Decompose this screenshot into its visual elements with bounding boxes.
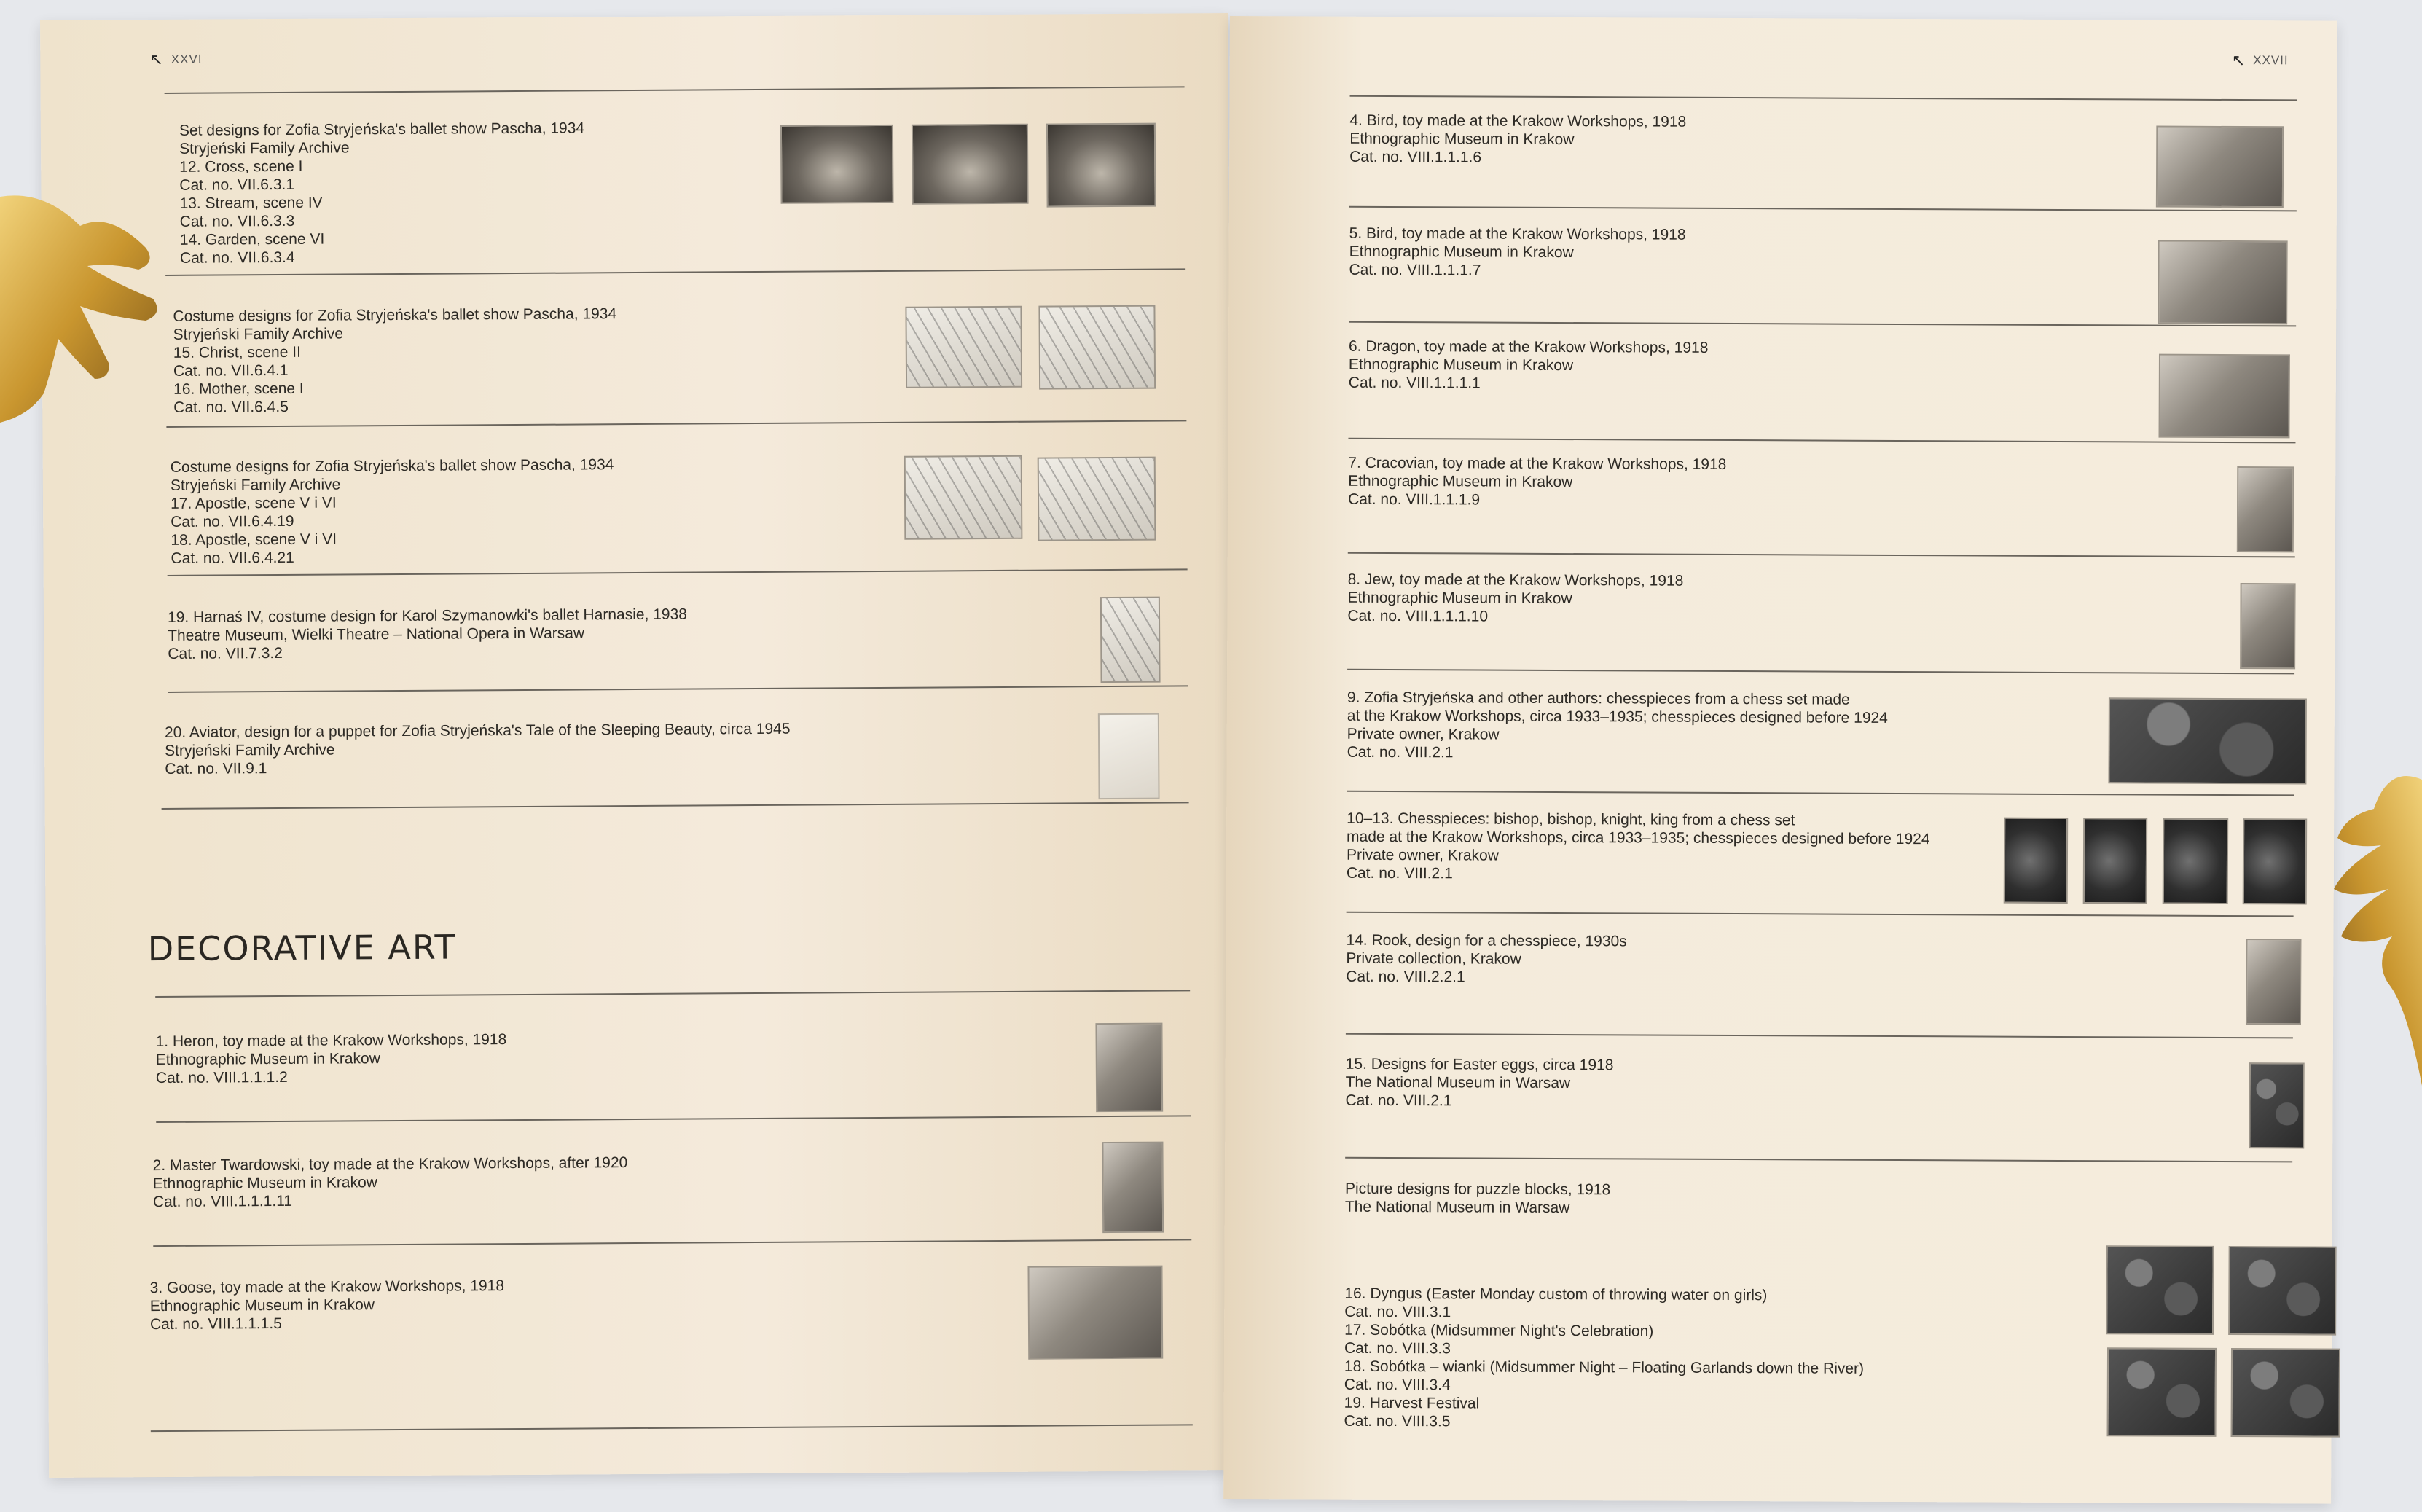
catalog-entry <box>1345 1180 1610 1218</box>
divider <box>168 685 1188 693</box>
catalog-entry <box>165 720 791 778</box>
entry-line: 15. Designs for Easter eggs, circa 1918 <box>1345 1055 1614 1074</box>
left-folio <box>149 50 202 69</box>
entry-line: Cat. no. VII.6.3.3 <box>179 212 295 230</box>
entry-line: Cat. no. VIII.1.1.1.5 <box>149 1315 282 1333</box>
entry-line: Cat. no. VII.6.4.19 <box>171 512 294 530</box>
bird-toy-2-image <box>2158 240 2288 325</box>
catalog-entry <box>1346 931 1627 987</box>
chess-set-image <box>2108 697 2307 784</box>
entry-line: 3. Goose, toy made at the Krakow Workshops, 1918 <box>149 1277 505 1297</box>
entry-line: 4. Bird, toy made at the Krakow Workshops, 1918 <box>1349 111 1687 130</box>
entry-line: Cat. no. VIII.1.1.1.2 <box>155 1068 288 1087</box>
entry-line: Ethnographic Museum in Krakow <box>149 1296 375 1315</box>
catalog-entry <box>168 606 687 663</box>
entry-line: Ethnographic Museum in Krakow <box>1349 130 1575 149</box>
catalog-entry <box>179 119 585 267</box>
entry-line: Ethnographic Museum in Krakow <box>1347 589 1572 608</box>
entry-line: 18. Apostle, scene V i VI <box>171 530 337 549</box>
catalog-entry <box>1349 111 1686 168</box>
catalog-entry <box>1349 224 1685 281</box>
section-title: DECORATIVE ART <box>147 927 457 969</box>
catalog-entry <box>1344 1285 1865 1433</box>
divider <box>1347 791 2294 796</box>
entry-line: Ethnographic Museum in Krakow <box>1349 243 1574 262</box>
harnas-costume-image <box>1100 597 1161 683</box>
costume-mother-image <box>1038 305 1156 390</box>
divider <box>156 1115 1191 1123</box>
entry-line: at the Krakow Workshops, circa 1933–1935; chesspieces designed before 1924 <box>1347 707 1888 726</box>
divider <box>1347 912 2294 917</box>
entry-line: Cat. no. VIII.3.1 <box>1344 1303 1451 1321</box>
entry-line: Cat. no. VII.6.4.1 <box>173 361 289 380</box>
catalog-entry <box>171 455 615 568</box>
right-folio <box>2232 51 2289 70</box>
puzzle-wianki-image <box>2107 1347 2217 1437</box>
entry-line: Stryjeński Family Archive <box>173 325 344 343</box>
entry-line: 16. Mother, scene I <box>173 380 304 398</box>
entry-line: 20. Aviator, design for a puppet for Zofia Stryjeńska's Tale of the Sleeping Beauty, circa 1945 <box>164 720 791 741</box>
entry-line: Private owner, Krakow <box>1346 846 1499 864</box>
aviator-puppet-image <box>1098 713 1160 800</box>
entry-line: Costume designs for Zofia Stryjeńska's ballet show Pascha, 1934 <box>173 305 617 325</box>
divider <box>165 86 1185 94</box>
entry-line: 13. Stream, scene IV <box>179 194 323 212</box>
entry-line: The National Museum in Warsaw <box>1345 1073 1571 1092</box>
entry-line: Cat. no. VIII.1.1.1.6 <box>1349 148 1482 166</box>
entry-line: Cat. no. VIII.3.5 <box>1344 1412 1451 1430</box>
entry-line: Costume designs for Zofia Stryjeńska's ballet show Pascha, 1934 <box>170 456 614 476</box>
entry-line: Cat. no. VIII.1.1.1.7 <box>1349 261 1481 279</box>
entry-line: made at the Krakow Workshops, circa 1933–1935; chesspieces designed before 1924 <box>1347 828 1930 848</box>
entry-line: Cat. no. VIII.3.3 <box>1344 1339 1451 1358</box>
entry-line: 10–13. Chesspieces: bishop, bishop, knight, king from a chess set <box>1347 810 1795 829</box>
arrow-mark-icon: ↖ <box>149 50 164 69</box>
master-twardowski-toy-image <box>1102 1142 1164 1234</box>
entry-line: 19. Harnaś IV, costume design for Karol Szymanowki's ballet Harnasie, 1938 <box>167 606 688 626</box>
catalog-entry <box>1345 1055 1613 1111</box>
entry-line: Cat. no. VII.6.3.4 <box>179 248 295 267</box>
divider <box>153 1239 1191 1247</box>
costume-apostle-1-image <box>904 455 1023 540</box>
goose-toy-image <box>1027 1266 1163 1360</box>
entry-line: 19. Harvest Festival <box>1344 1394 1480 1412</box>
entry-line: 14. Garden, scene VI <box>179 230 325 248</box>
chesspiece-bishop-2-image <box>2083 818 2148 904</box>
costume-apostle-2-image <box>1038 457 1156 541</box>
entry-line: Cat. no. VII.6.4.5 <box>173 398 289 416</box>
entry-line: Picture designs for puzzle blocks, 1918 <box>1344 1180 1611 1199</box>
right-page <box>1223 16 2337 1504</box>
catalog-entry <box>1347 571 1683 627</box>
catalog-entry <box>1348 454 1726 510</box>
entry-line: Cat. no. VIII.2.1 <box>1346 864 1453 882</box>
entry-line: 15. Christ, scene II <box>173 343 301 361</box>
brass-hand-right <box>2330 765 2422 1093</box>
entry-line: The National Museum in Warsaw <box>1344 1198 1570 1217</box>
catalog-entry <box>153 1153 628 1211</box>
heron-toy-image <box>1095 1023 1163 1113</box>
left-page <box>40 13 1237 1478</box>
divider <box>1346 1033 2293 1039</box>
divider <box>165 268 1185 276</box>
right-folio-number: XXVII <box>2253 53 2289 68</box>
entry-line: Cat. no. VII.6.3.1 <box>179 176 295 194</box>
catalog-entry <box>1347 689 1889 764</box>
rook-design-image <box>2246 939 2302 1025</box>
entry-line: Cat. no. VIII.3.4 <box>1344 1376 1451 1394</box>
entry-line: 17. Apostle, scene V i VI <box>170 494 337 512</box>
entry-line: Cat. no. VIII.1.1.1.10 <box>1347 607 1489 625</box>
divider <box>162 802 1189 810</box>
catalog-entry <box>155 1030 506 1087</box>
costume-christ-image <box>905 306 1022 388</box>
bird-toy-1-image <box>2156 126 2284 208</box>
jew-toy-image <box>2240 583 2296 669</box>
divider <box>1349 206 2297 212</box>
catalog-entry <box>1349 337 1709 393</box>
entry-line: Cat. no. VIII.2.1 <box>1347 743 1454 761</box>
entry-line: Set designs for Zofia Stryjeńska's ballet show Pascha, 1934 <box>179 120 585 139</box>
entry-line: 17. Sobótka (Midsummer Night's Celebration) <box>1344 1321 1654 1340</box>
catalog-entry <box>173 305 617 417</box>
divider <box>1350 95 2297 101</box>
arrow-mark-icon: ↖ <box>2231 50 2246 70</box>
entry-line: 6. Dragon, toy made at the Krakow Workshops, 1918 <box>1348 337 1709 356</box>
entry-line: 14. Rook, design for a chesspiece, 1930s <box>1346 931 1627 950</box>
brass-hand-left <box>0 182 168 474</box>
entry-line: Stryjeński Family Archive <box>165 741 335 759</box>
entry-line: Cat. no. VIII.1.1.1.11 <box>152 1192 293 1211</box>
entry-line: Cat. no. VIII.2.2.1 <box>1346 968 1465 986</box>
divider <box>1348 552 2295 558</box>
dragon-toy-image <box>2158 354 2290 439</box>
left-folio-number: XXVI <box>171 52 203 66</box>
set-design-cross-image <box>780 125 894 204</box>
entry-line: 2. Master Twardowski, toy made at the Krakow Workshops, after 1920 <box>152 1154 628 1175</box>
divider <box>1349 321 2296 327</box>
entry-line: Cat. no. VII.9.1 <box>165 760 267 777</box>
entry-line: Private collection, Krakow <box>1346 949 1521 968</box>
divider <box>168 568 1188 576</box>
entry-line: Cat. no. VII.6.4.21 <box>171 549 294 567</box>
entry-line: 1. Heron, toy made at the Krakow Workshops, 1918 <box>155 1031 507 1051</box>
puzzle-sobotka-image <box>2228 1246 2337 1336</box>
entry-line: Ethnographic Museum in Krakow <box>155 1050 380 1069</box>
entry-line: 5. Bird, toy made at the Krakow Workshops, 1918 <box>1349 224 1686 243</box>
entry-line: Theatre Museum, Wielki Theatre – National Opera in Warsaw <box>168 624 585 644</box>
entry-line: Private owner, Krakow <box>1347 725 1500 743</box>
set-design-garden-image <box>1046 123 1156 208</box>
entry-line: 7. Cracovian, toy made at the Krakow Workshops, 1918 <box>1348 454 1727 473</box>
entry-line: Cat. no. VIII.1.1.1.1 <box>1348 374 1481 392</box>
entry-line: Ethnographic Museum in Krakow <box>1348 356 1574 375</box>
puzzle-dyngus-image <box>2106 1245 2214 1335</box>
set-design-stream-image <box>912 124 1029 205</box>
divider <box>166 420 1186 428</box>
chesspiece-king-image <box>2243 818 2308 904</box>
entry-line: Cat. no. VIII.1.1.1.9 <box>1348 490 1481 509</box>
entry-line: 8. Jew, toy made at the Krakow Workshops, 1918 <box>1347 571 1684 589</box>
chesspiece-bishop-1-image <box>2004 818 2069 904</box>
catalog-entry <box>1347 810 1930 885</box>
entry-line: Ethnographic Museum in Krakow <box>1348 472 1573 491</box>
entry-line: Stryjeński Family Archive <box>170 476 341 494</box>
puzzle-harvest-festival-image <box>2231 1348 2341 1438</box>
entry-line: Cat. no. VIII.2.1 <box>1345 1092 1452 1110</box>
entry-line: Ethnographic Museum in Krakow <box>152 1174 377 1193</box>
entry-line: 12. Cross, scene I <box>179 157 303 176</box>
entry-line: Stryjeński Family Archive <box>179 139 350 157</box>
divider <box>1347 669 2294 675</box>
entry-line: 16. Dyngus (Easter Monday custom of throwing water on girls) <box>1344 1285 1768 1304</box>
chesspiece-knight-image <box>2163 818 2229 904</box>
entry-line: 18. Sobótka – wianki (Midsummer Night – Floating Garlands down the River) <box>1344 1358 1865 1377</box>
divider <box>151 1424 1193 1432</box>
catalog-entry <box>150 1277 505 1333</box>
divider <box>1345 1157 2292 1163</box>
easter-eggs-image <box>2249 1062 2305 1148</box>
cracovian-toy-image <box>2237 466 2294 552</box>
divider <box>155 990 1190 998</box>
divider <box>1348 438 2295 444</box>
entry-line: Cat. no. VII.7.3.2 <box>168 644 283 662</box>
entry-line: 9. Zofia Stryjeńska and other authors: chesspieces from a chess set made <box>1347 689 1850 708</box>
